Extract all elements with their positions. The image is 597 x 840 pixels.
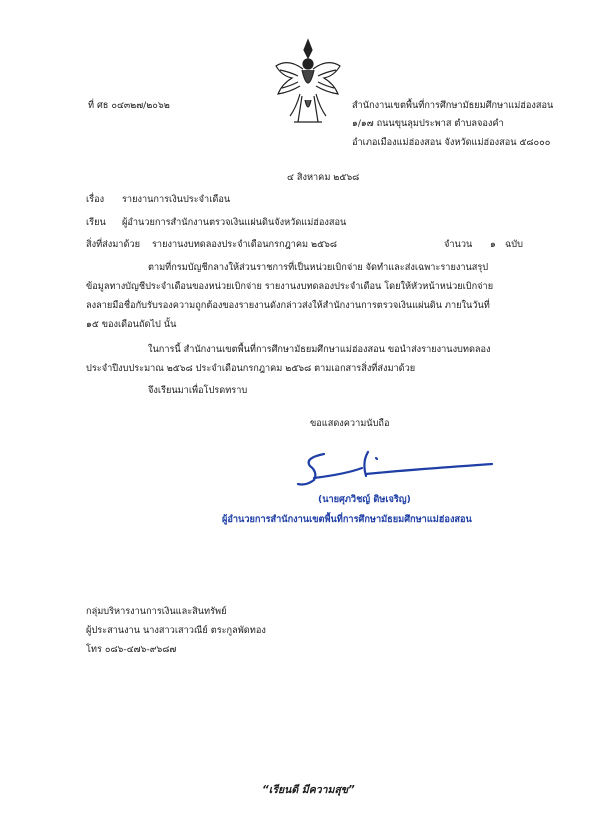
body-paragraph-line: ประจำปีงบประมาณ ๒๕๖๘ ประจำเดือนกรกฎาคม ๒๕๖๘ ตามเอกสารสิ่งที่ส่งมาด้วย — [86, 363, 416, 374]
agency-name: สำนักงานเขตพื้นที่การศึกษามัธยมศึกษาแม่ฮ่องสอน — [352, 100, 554, 111]
enclosure-text: รายงานงบทดลองประจำเดือนกรกฎาคม ๒๕๖๘ — [152, 239, 337, 250]
signatory-position: ผู้อำนวยการสำนักงานเขตพื้นที่การศึกษามัธยมศึกษาแม่ฮ่องสอน — [222, 514, 472, 525]
agency-address-line: ๑/๑๗ ถนนขุนลุมประพาส ตำบลจองคำ — [352, 118, 504, 129]
enclosure-qty: ๑ — [490, 239, 496, 250]
regards-text: ขอแสดงความนับถือ — [310, 418, 390, 429]
garuda-emblem-icon — [272, 36, 344, 128]
body-paragraph-line: ลงลายมือชื่อกับรับรองความถูกต้องของรายงานดังกล่าวส่งให้สำนักงานการตรวจเงินแผ่นดิน ภายในวันที่ — [86, 300, 490, 311]
recipient-label: เรียน — [86, 217, 106, 228]
agency-address-line: อำเภอเมืองแม่ฮ่องสอน จังหวัดแม่ฮ่องสอน ๕๘๐๐๐ — [352, 137, 551, 148]
enclosure-qty-label: จำนวน — [444, 239, 473, 250]
body-paragraph-line: ข้อมูลทางบัญชีประจำเดือนของหน่วยเบิกจ่าย รายงานงบทดลองประจำเดือน โดยให้หัวหน้าหน่วยเบิกจ่าย — [86, 281, 494, 292]
recipient-text: ผู้อำนวยการสำนักงานตรวจเงินแผ่นดินจังหวัดแม่ฮ่องสอน — [122, 217, 347, 228]
motto: “เรียนดี มีความสุข” — [262, 784, 355, 796]
body-paragraph-line: ตามที่กรมบัญชีกลางให้ส่วนราชการที่เป็นหน่วยเบิกจ่าย จัดทำและส่งเฉพาะรายงานสรุป — [148, 262, 489, 273]
department-name: กลุ่มบริหารงานการเงินและสินทรัพย์ — [86, 606, 227, 617]
document-date: ๔ สิงหาคม ๒๕๖๘ — [287, 172, 360, 183]
phone-number: โทร ๐๘๖-๔๗๖-๙๖๘๗ — [86, 644, 177, 655]
enclosure-unit: ฉบับ — [505, 239, 523, 250]
subject-text: รายงานการเงินประจำเดือน — [122, 194, 231, 205]
body-paragraph-line: ในการนี้ สำนักงานเขตพื้นที่การศึกษามัธยมศึกษาแม่ฮ่องสอน ขอนำส่งรายงานงบทดลอง — [148, 344, 491, 355]
reference-number: ที่ ศธ ๐๔๓๒๗/๒๐๖๒ — [88, 100, 170, 111]
body-paragraph-line: ๑๕ ของเดือนถัดไป นั้น — [86, 319, 177, 330]
signatory-name: (นายศุภวิชญ์ ดิษเจริญ) — [318, 494, 411, 505]
coordinator-name: ผู้ประสานงาน นางสาวเสาวณีย์ ตระกูลพัดทอง — [86, 625, 266, 636]
subject-label: เรื่อง — [86, 194, 105, 205]
closing-sentence: จึงเรียนมาเพื่อโปรดทราบ — [148, 385, 248, 396]
signature-icon — [296, 448, 496, 488]
enclosure-label: สิ่งที่ส่งมาด้วย — [86, 239, 140, 250]
